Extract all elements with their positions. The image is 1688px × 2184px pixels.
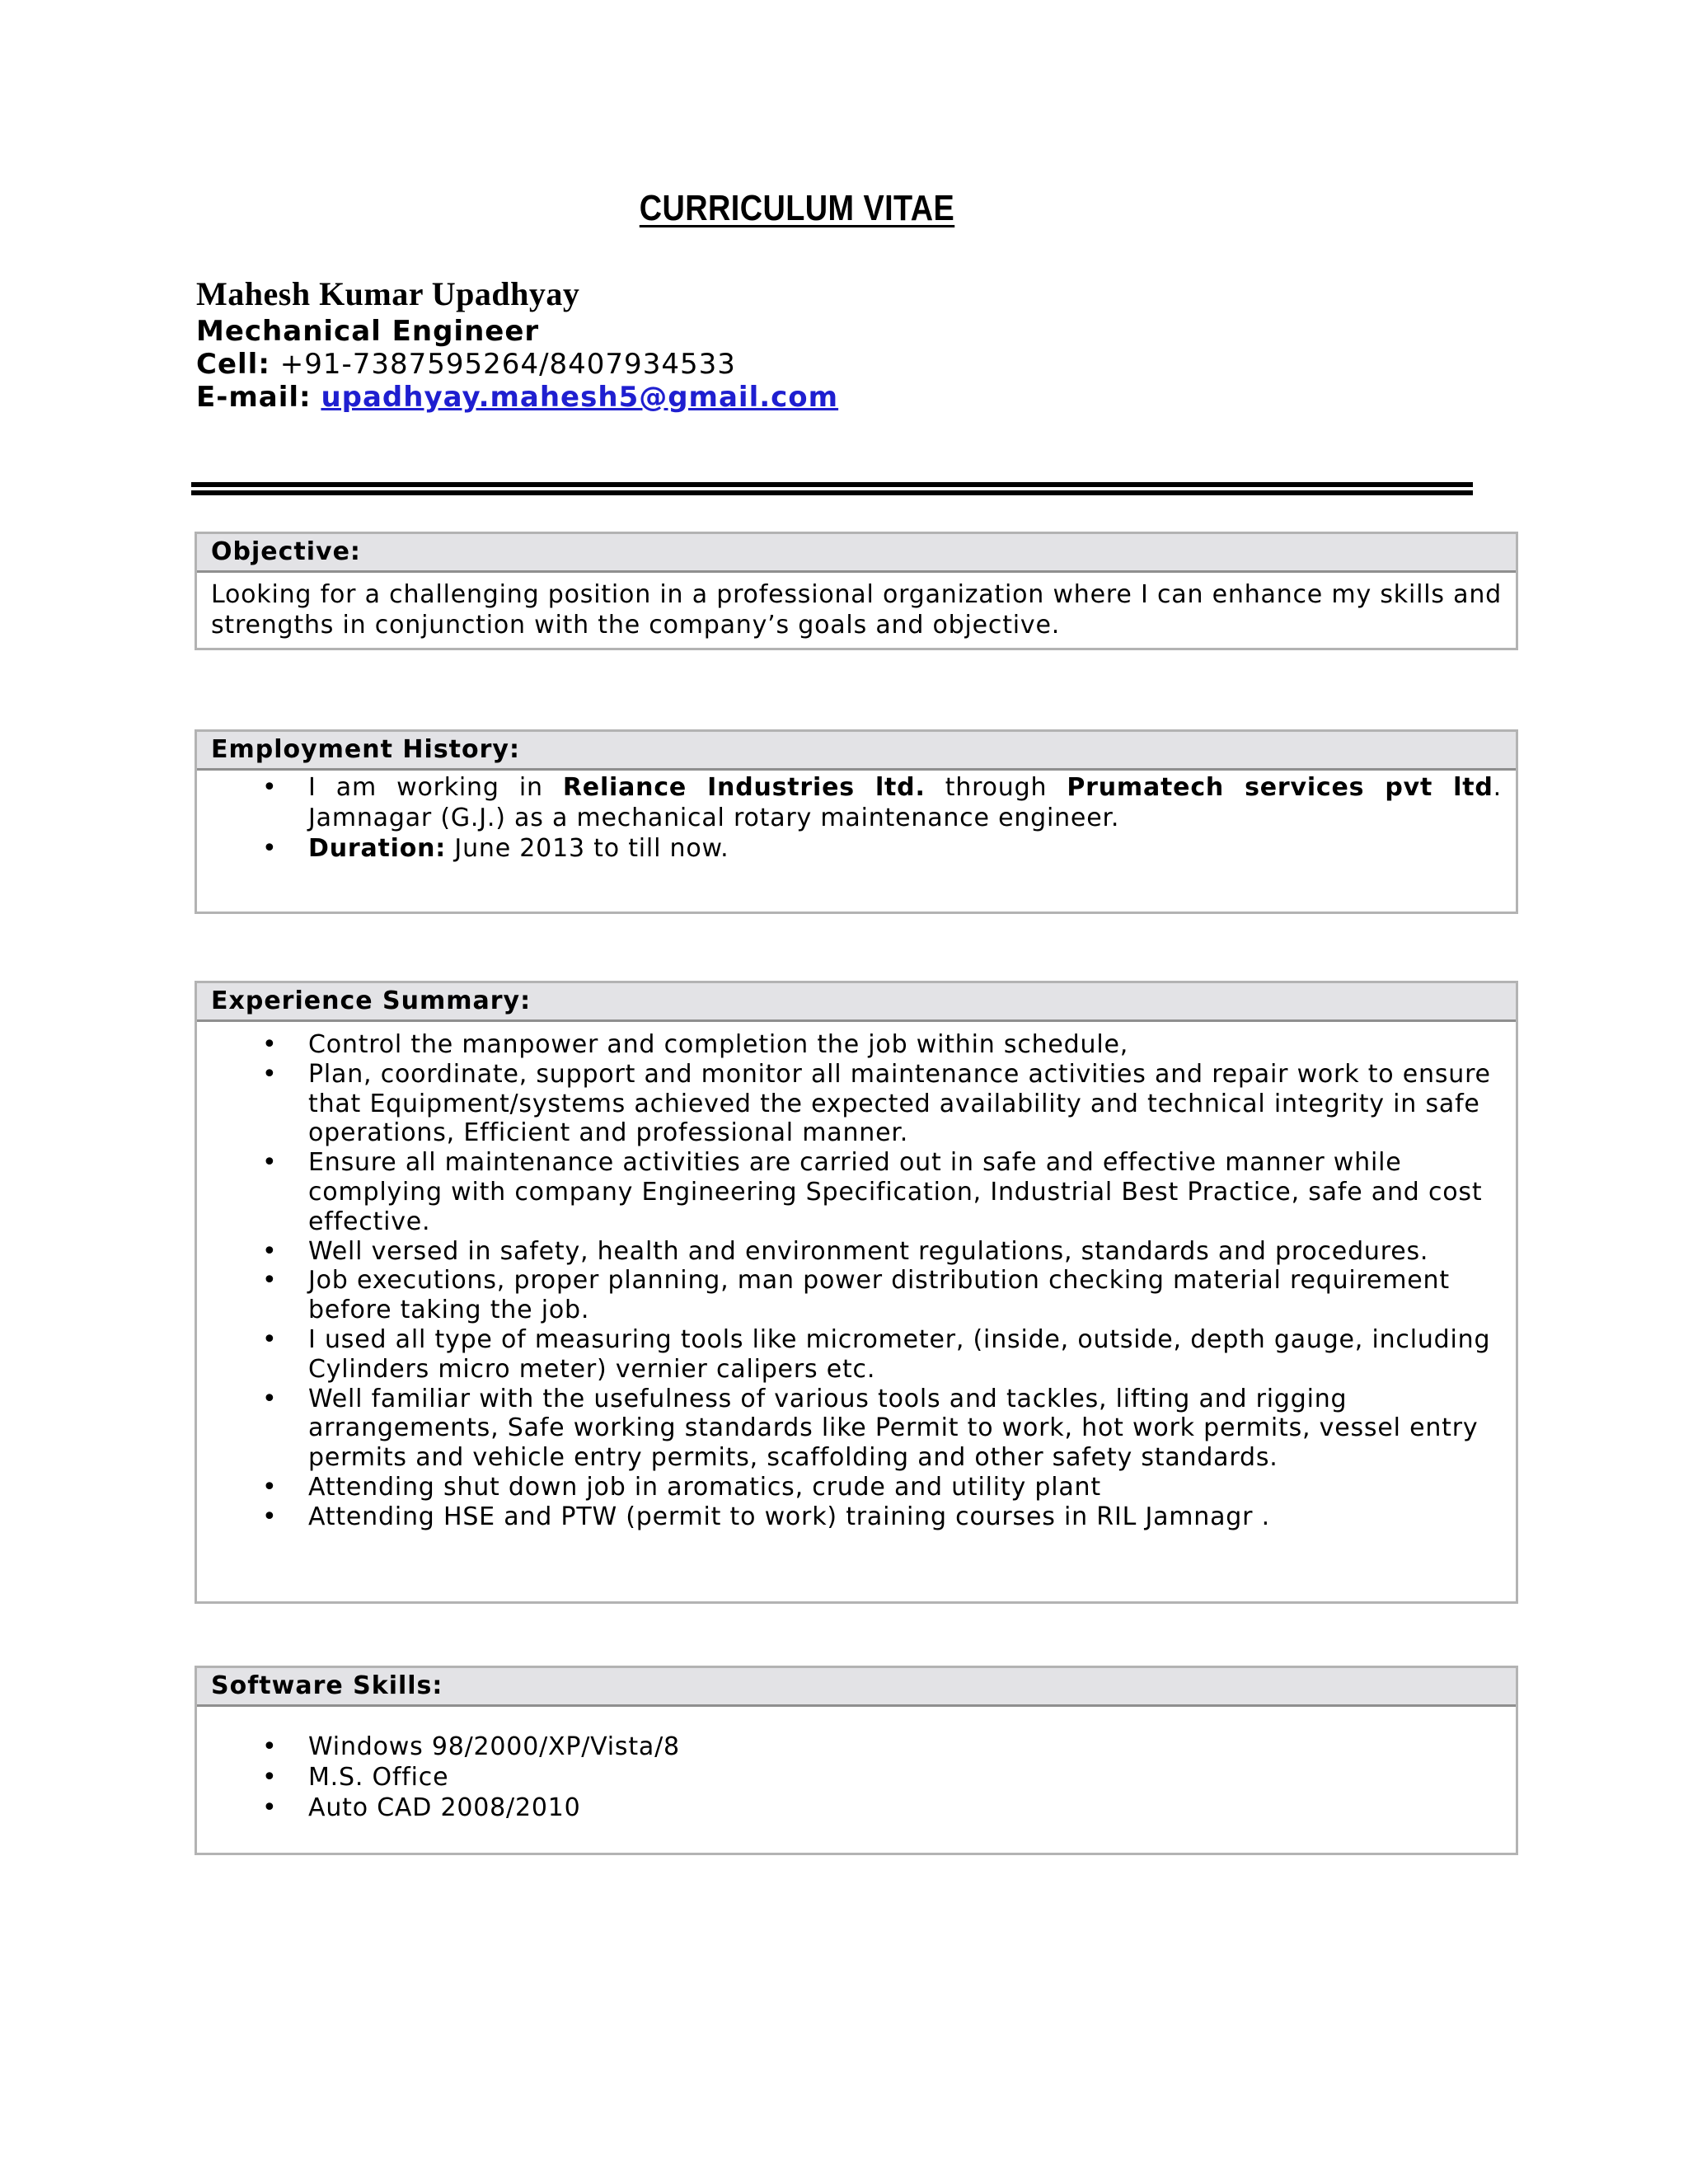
bullet-icon: •	[262, 1324, 278, 1354]
email-line	[196, 381, 838, 414]
email-link[interactable]: upadhyay.mahesh5@gmail.com	[321, 381, 839, 414]
bullet-icon: •	[262, 1148, 278, 1178]
objective-text: Looking for a challenging position in a professional organization where I can enhance my skills and strengths in conjunction with the company’s goals and objective.	[211, 580, 1502, 640]
software-heading: Software Skills:	[197, 1668, 1516, 1707]
candidate-name: Mahesh Kumar Upadhyay	[196, 275, 580, 312]
bullet-icon: •	[262, 1472, 278, 1502]
experience-item: • Ensure all maintenance activities are carried out in safe and effective manner while complying with company Engineering Specification, Industrial Best Practice, safe and cost effective.	[262, 1148, 1483, 1236]
experience-item: • Control the manpower and completion the job within schedule,	[262, 1030, 1129, 1059]
contact-header	[196, 274, 838, 414]
experience-item: • Attending HSE and PTW (permit to work) training courses in RIL Jamnagr .	[262, 1502, 1270, 1531]
experience-item: • Plan, coordinate, support and monitor all maintenance activities and repair work to ensure that Equipment/systems achieved the expected availability and technical integrity in safe operations, Efficient and professional manner.	[262, 1059, 1491, 1148]
bullet-icon: •	[262, 773, 278, 802]
employment-section	[195, 729, 1518, 914]
experience-item: • Well familiar with the usefulness of various tools and tackles, lifting and rigging arrangements, Safe working standards like Permit to work, hot work permits, vessel entry permits and vehicle entry permits, scaffolding and other safety standards.	[262, 1384, 1479, 1473]
experience-item: • I used all type of measuring tools like micrometer, (inside, outside, depth gauge, including Cylinders micro meter) vernier calipers etc.	[262, 1324, 1491, 1384]
experience-item: • Well versed in safety, health and environment regulations, standards and procedures.	[262, 1236, 1429, 1266]
employment-duration	[211, 833, 1502, 864]
candidate-role: Mechanical Engineer	[196, 315, 540, 348]
contractor-name: Prumatech services pvt ltd	[1067, 773, 1493, 802]
experience-heading: Experience Summary:	[197, 983, 1516, 1022]
bullet-icon: •	[262, 1030, 278, 1059]
bullet-icon: •	[262, 1059, 278, 1089]
experience-item: • Attending shut down job in aromatics, crude and utility plant	[262, 1472, 1101, 1502]
bullet-icon: •	[262, 1763, 278, 1792]
cell-label: Cell:	[196, 348, 270, 381]
experience-item: • Job executions, proper planning, man power distribution checking material requirement before taking the job.	[262, 1266, 1450, 1325]
software-item: • Auto CAD 2008/2010	[262, 1793, 581, 1822]
software-item: • M.S. Office	[262, 1763, 449, 1792]
bullet-icon: •	[262, 1732, 278, 1761]
cell-line	[196, 348, 838, 381]
experience-section	[195, 981, 1518, 1604]
bullet-icon: •	[262, 1236, 278, 1266]
software-section	[195, 1666, 1518, 1855]
bullet-icon: •	[262, 1502, 278, 1531]
header-divider-top	[191, 482, 1473, 487]
bullet-icon: •	[262, 834, 278, 863]
bullet-icon: •	[262, 1793, 278, 1822]
software-item: • Windows 98/2000/XP/Vista/8	[262, 1732, 680, 1761]
employer-name: Reliance Industries ltd.	[562, 773, 926, 802]
bullet-icon: •	[262, 1384, 278, 1413]
page-title: CURRICULUM VITAE	[639, 188, 955, 228]
employment-item: • I am working in Reliance Industries ltd. through Prumatech services pvt ltd. Jamnagar (G.J.) as a mechanical rotary maintenance engineer.	[262, 773, 1502, 832]
duration-value: June 2013 to till now.	[446, 834, 729, 863]
objective-heading: Objective:	[197, 534, 1516, 573]
bullet-icon: •	[262, 1266, 278, 1296]
objective-section	[195, 532, 1518, 650]
duration-label: Duration:	[308, 834, 447, 863]
email-label: E-mail:	[196, 381, 312, 414]
cell-value: +91-7387595264/8407934533	[279, 348, 736, 381]
header-divider-bottom	[191, 490, 1473, 495]
employment-heading: Employment History:	[197, 732, 1516, 771]
